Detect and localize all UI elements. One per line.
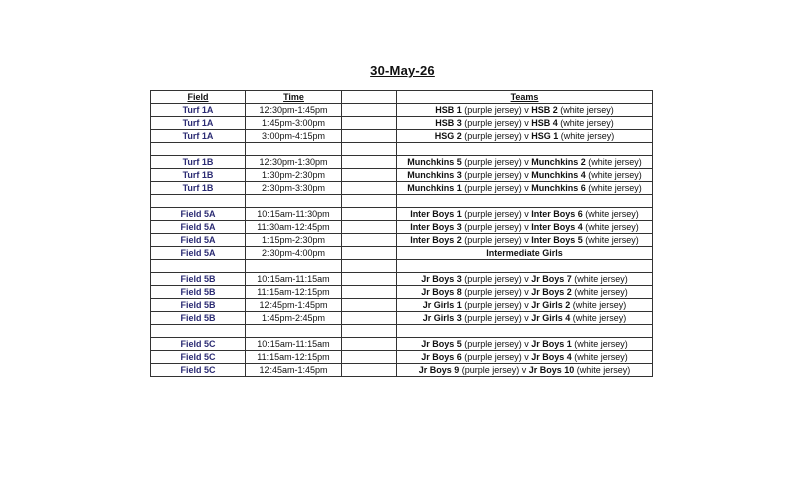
teams-cell (397, 351, 653, 364)
time-cell: 11:15am-12:15pm (246, 351, 342, 364)
team-away: Jr Girls 2 (531, 300, 571, 310)
time-cell: 12:30pm-1:30pm (246, 156, 342, 169)
team-away: Jr Boys 7 (531, 274, 572, 284)
team-home: Munchkins 3 (407, 170, 462, 180)
jersey-note: (white jersey) (582, 222, 639, 232)
field-cell: Field 5C (151, 338, 246, 351)
team-away: HSB 2 (531, 105, 558, 115)
team-home: Jr Boys 9 (418, 365, 460, 375)
team-away: HSG 1 (531, 131, 559, 141)
table-row (151, 130, 653, 143)
empty-cell (397, 195, 653, 208)
empty-cell (246, 143, 342, 156)
spacer-row (151, 260, 653, 273)
header-teams: Teams (397, 91, 653, 104)
jersey-note: (white jersey) (585, 157, 642, 167)
jersey-note: (white jersey) (571, 339, 628, 349)
spacer-row (151, 325, 653, 338)
empty-cell (397, 325, 653, 338)
jersey-note: (white jersey) (585, 170, 642, 180)
team-home: Inter Boys 2 (410, 235, 462, 245)
empty-cell (151, 143, 246, 156)
empty-cell (342, 156, 397, 169)
jersey-note: (purple jersey) v (461, 170, 532, 180)
teams-cell (397, 234, 653, 247)
empty-cell (342, 182, 397, 195)
table-row (151, 286, 653, 299)
time-cell: 2:30pm-4:00pm (246, 247, 342, 260)
teams-cell (397, 338, 653, 351)
time-cell: 11:30am-12:45pm (246, 221, 342, 234)
table-row (151, 208, 653, 221)
spacer-row (151, 143, 653, 156)
jersey-note: (purple jersey) v (461, 157, 532, 167)
team-away: Munchkins 2 (531, 157, 586, 167)
header-time: Time (246, 91, 342, 104)
jersey-note: (purple jersey) v (461, 274, 532, 284)
jersey-note: (white jersey) (570, 300, 627, 310)
empty-cell (342, 143, 397, 156)
table-row (151, 364, 653, 377)
team-away: Inter Boys 6 (531, 209, 583, 219)
empty-cell (342, 208, 397, 221)
empty-cell (342, 130, 397, 143)
jersey-note: (purple jersey) v (461, 339, 532, 349)
header-field: Field (151, 91, 246, 104)
empty-cell (342, 364, 397, 377)
empty-cell (342, 273, 397, 286)
team-home: Jr Boys 8 (421, 287, 462, 297)
team-home: Jr Boys 5 (421, 339, 462, 349)
jersey-note: (white jersey) (585, 183, 642, 193)
teams-cell (397, 273, 653, 286)
table-row (151, 312, 653, 325)
team-away: Inter Boys 5 (531, 235, 583, 245)
empty-cell (397, 260, 653, 273)
jersey-note: (purple jersey) v (461, 352, 532, 362)
jersey-note: (purple jersey) v (459, 365, 529, 375)
time-cell: 1:15pm-2:30pm (246, 234, 342, 247)
empty-cell (342, 104, 397, 117)
teams-cell (397, 221, 653, 234)
empty-cell (246, 325, 342, 338)
empty-cell (342, 247, 397, 260)
jersey-note: (white jersey) (570, 313, 627, 323)
field-cell: Turf 1A (151, 117, 246, 130)
teams-cell (397, 299, 653, 312)
time-cell: 3:00pm-4:15pm (246, 130, 342, 143)
field-cell: Turf 1B (151, 156, 246, 169)
teams-cell (397, 364, 653, 377)
field-cell: Field 5A (151, 234, 246, 247)
team-away: Inter Boys 4 (531, 222, 583, 232)
empty-cell (342, 234, 397, 247)
empty-cell (151, 325, 246, 338)
team-away: HSB 4 (531, 118, 558, 128)
page-title: 30-May-26 (370, 63, 435, 78)
field-cell: Field 5C (151, 364, 246, 377)
teams-cell (397, 312, 653, 325)
jersey-note: (purple jersey) v (461, 313, 532, 323)
field-cell: Field 5C (151, 351, 246, 364)
jersey-note: (purple jersey) v (461, 209, 532, 219)
table-row (151, 351, 653, 364)
teams-cell (397, 130, 653, 143)
empty-cell (397, 143, 653, 156)
teams-cell (397, 117, 653, 130)
spacer-row (151, 195, 653, 208)
table-row (151, 182, 653, 195)
table-row (151, 299, 653, 312)
jersey-note: (white jersey) (558, 131, 615, 141)
empty-cell (342, 338, 397, 351)
team-away: Jr Boys 1 (531, 339, 572, 349)
jersey-note: (white jersey) (557, 105, 614, 115)
team-home: Jr Boys 6 (421, 352, 462, 362)
team-away: Munchkins 4 (531, 170, 586, 180)
team-home: Jr Girls 3 (422, 313, 462, 323)
empty-cell (342, 299, 397, 312)
team-away: Munchkins 6 (531, 183, 586, 193)
empty-cell (342, 312, 397, 325)
jersey-note: (white jersey) (574, 365, 631, 375)
field-cell: Field 5B (151, 299, 246, 312)
teams-cell (397, 169, 653, 182)
jersey-note: (white jersey) (582, 209, 639, 219)
field-cell: Turf 1A (151, 130, 246, 143)
field-cell: Field 5B (151, 286, 246, 299)
empty-cell (342, 351, 397, 364)
team-home: Intermediate Girls (486, 248, 563, 258)
table-row (151, 338, 653, 351)
team-home: Inter Boys 3 (410, 222, 462, 232)
time-cell: 12:45am-1:45pm (246, 364, 342, 377)
team-home: HSB 3 (435, 118, 462, 128)
time-cell: 10:15am-11:15am (246, 338, 342, 351)
field-cell: Turf 1A (151, 104, 246, 117)
table-row (151, 234, 653, 247)
time-cell: 11:15am-12:15pm (246, 286, 342, 299)
jersey-note: (purple jersey) v (461, 300, 532, 310)
empty-cell (246, 260, 342, 273)
team-away: Jr Boys 4 (531, 352, 572, 362)
jersey-note: (purple jersey) v (461, 287, 532, 297)
empty-cell (342, 169, 397, 182)
table-row (151, 156, 653, 169)
table-row (151, 247, 653, 260)
team-home: HSB 1 (435, 105, 462, 115)
teams-cell (397, 286, 653, 299)
field-cell: Field 5A (151, 221, 246, 234)
time-cell: 10:15am-11:30pm (246, 208, 342, 221)
jersey-note: (white jersey) (571, 352, 628, 362)
empty-cell (151, 195, 246, 208)
jersey-note: (purple jersey) v (461, 105, 532, 115)
time-cell: 1:45pm-2:45pm (246, 312, 342, 325)
team-home: HSG 2 (434, 131, 462, 141)
team-home: Munchkins 1 (407, 183, 462, 193)
table-row (151, 221, 653, 234)
schedule-table (150, 90, 653, 377)
time-cell: 10:15am-11:15am (246, 273, 342, 286)
jersey-note: (white jersey) (582, 235, 639, 245)
teams-cell (397, 247, 653, 260)
time-cell: 1:30pm-2:30pm (246, 169, 342, 182)
field-cell: Turf 1B (151, 182, 246, 195)
team-home: Inter Boys 1 (410, 209, 462, 219)
empty-cell (342, 117, 397, 130)
team-away: Jr Boys 10 (528, 365, 575, 375)
jersey-note: (purple jersey) v (461, 222, 532, 232)
time-cell: 1:45pm-3:00pm (246, 117, 342, 130)
table-row (151, 104, 653, 117)
jersey-note: (white jersey) (571, 274, 628, 284)
teams-cell (397, 104, 653, 117)
table-row (151, 169, 653, 182)
jersey-note: (white jersey) (571, 287, 628, 297)
team-away: Jr Boys 2 (531, 287, 572, 297)
empty-cell (342, 286, 397, 299)
teams-cell (397, 156, 653, 169)
jersey-note: (purple jersey) v (461, 131, 532, 141)
table-row (151, 273, 653, 286)
field-cell: Field 5A (151, 247, 246, 260)
teams-cell (397, 208, 653, 221)
team-home: Jr Girls 1 (422, 300, 462, 310)
empty-cell (342, 260, 397, 273)
jersey-note: (white jersey) (557, 118, 614, 128)
team-home: Munchkins 5 (407, 157, 462, 167)
field-cell: Field 5A (151, 208, 246, 221)
empty-cell (342, 195, 397, 208)
field-cell: Field 5B (151, 273, 246, 286)
teams-cell (397, 182, 653, 195)
header-blank (342, 91, 397, 104)
empty-cell (246, 195, 342, 208)
jersey-note: (purple jersey) v (461, 183, 532, 193)
time-cell: 12:30pm-1:45pm (246, 104, 342, 117)
field-cell: Field 5B (151, 312, 246, 325)
team-away: Jr Girls 4 (531, 313, 571, 323)
table-row (151, 117, 653, 130)
jersey-note: (purple jersey) v (461, 235, 532, 245)
empty-cell (342, 325, 397, 338)
empty-cell (151, 260, 246, 273)
header-row (151, 91, 653, 104)
team-home: Jr Boys 3 (421, 274, 462, 284)
field-cell: Turf 1B (151, 169, 246, 182)
time-cell: 2:30pm-3:30pm (246, 182, 342, 195)
jersey-note: (purple jersey) v (461, 118, 532, 128)
empty-cell (342, 221, 397, 234)
time-cell: 12:45pm-1:45pm (246, 299, 342, 312)
